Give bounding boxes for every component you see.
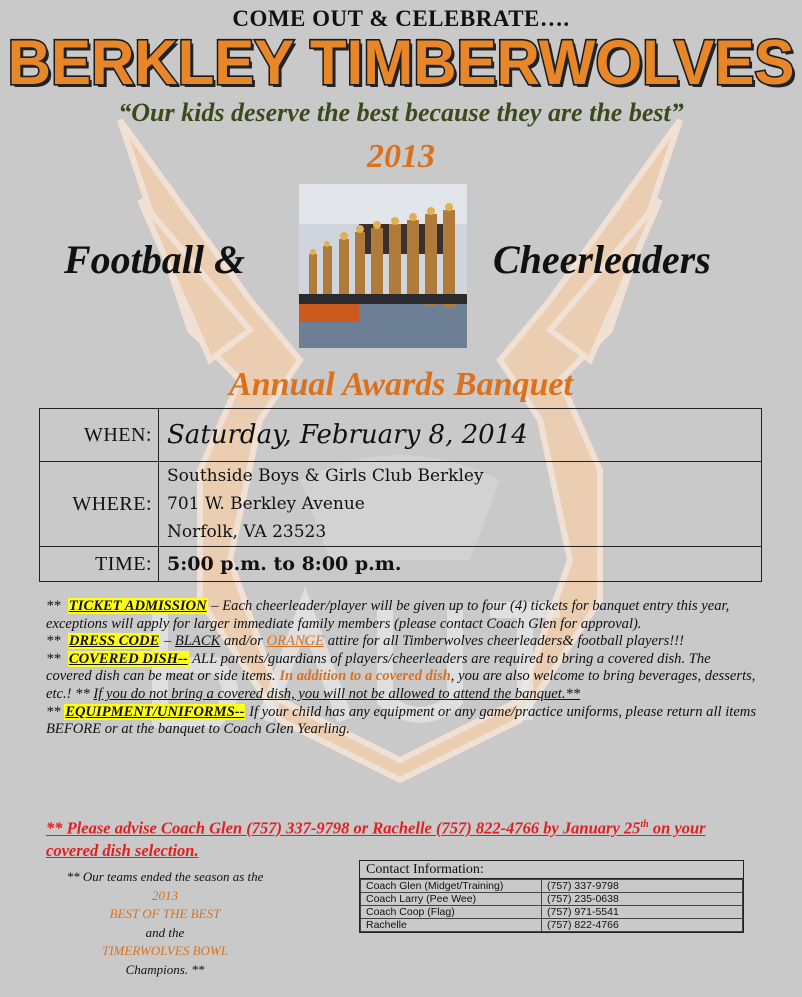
dish-warning: If you do not bring a covered dish, you will not be allowed to attend the banquet.**: [93, 685, 581, 702]
team-name-title: BERKLEY TIMBERWOLVES: [7, 27, 795, 98]
dish-note: ** COVERED DISH-- ALL parents/guardians of players/cheerleaders are required to bring a covered dish. The covered dish can be meat or side items. In addition to a covered dish, you are also welcome to bring beverages, desserts, etc.! ** If you do not bring a covered dish, you will not be allowed to attend the banquet.**: [46, 650, 756, 702]
contact-phone: (757) 971-5541: [542, 906, 743, 919]
teams-award1: BEST OF THE BEST: [109, 906, 221, 921]
dish-text2: , you are also welcome to bring beverages, desserts, etc.! **: [46, 668, 756, 702]
contact-phone: (757) 235-0638: [542, 893, 743, 906]
when-label: WHEN:: [40, 409, 159, 462]
advise-text: ** Please advise Coach Glen (757) 337-9798 or Rachelle (757) 822-4766 by January 25: [46, 818, 641, 838]
where-line-venue: Southside Boys & Girls Club Berkley: [167, 466, 484, 486]
teams-achievement: [40, 868, 290, 979]
advise-sup: th: [640, 819, 649, 830]
contact-phone: (757) 337-9798: [542, 880, 743, 893]
ticket-text: – Each cheerleader/player will be given up to four (4) tickets for banquet entry this year, exceptions will apply for larger immediate family members (please contact Coach Glen for approval).: [46, 598, 730, 632]
contact-name: Coach Glen (Midget/Training): [361, 880, 542, 893]
contact-name: Coach Larry (Pee Wee): [361, 893, 542, 906]
banquet-title: Annual Awards Banquet: [229, 366, 573, 403]
trophies-illustration: [299, 184, 467, 348]
where-line-street: 701 W. Berkley Avenue: [167, 494, 365, 514]
contact-row: [361, 880, 743, 893]
football-title: Football &: [64, 237, 246, 282]
time-label: TIME:: [40, 547, 159, 582]
contact-row: [361, 906, 743, 919]
teams-award2: TIMERWOLVES BOWL: [101, 943, 229, 958]
come-out-heading: COME OUT & CELEBRATE….: [232, 6, 570, 31]
equipment-note: ** EQUIPMENT/UNIFORMS-- If your child has any equipment or any game/practice uniforms, please return all items BEFORE or at the banquet to Coach Glen Yearling.: [46, 703, 757, 738]
equipment-text: If your child has any equipment or any game/practice uniforms, please return all items BEFORE or at the banquet to Coach Glen Yearling.: [46, 703, 757, 738]
ticket-note: ** TICKET ADMISSION – Each cheerleader/player will be given up to four (4) tickets for banquet entry this year, exceptions will apply for larger immediate family members (please contact Coach Glen for approval).: [46, 598, 730, 632]
trophies-photo: [299, 184, 467, 348]
dress-note: ** DRESS CODE – BLACK and/or ORANGE attire for all Timberwolves cheerleaders& football players!!!: [46, 633, 684, 650]
when-row: [40, 409, 762, 462]
notes-section: [46, 598, 758, 739]
contact-phone: (757) 822-4766: [542, 919, 743, 932]
dish-text: ALL parents/guardians of players/cheerleaders are required to bring a covered dish. The covered dish can be meat or side items.: [46, 650, 711, 685]
advise-notice: [46, 814, 758, 862]
where-value: [159, 462, 762, 547]
motto: “Our kids deserve the best because they are the best”: [118, 98, 684, 127]
dress-rest: attire for all Timberwolves cheerleaders& football players!!!: [324, 633, 684, 650]
where-line-city: Norfolk, VA 23523: [167, 522, 327, 542]
cheerleaders-title: Cheerleaders: [493, 237, 711, 282]
time-value: 5:00 p.m. to 8:00 p.m.: [159, 547, 762, 582]
event-details-table: [39, 408, 762, 582]
dish-orange: In addition to a covered dish: [279, 668, 451, 685]
dress-dash: –: [160, 633, 175, 650]
contact-heading: Contact Information:: [360, 861, 743, 879]
contact-row: [361, 919, 743, 932]
dress-label: DRESS CODE: [68, 633, 160, 650]
contact-name: Rachelle: [361, 919, 542, 932]
time-row: [40, 547, 762, 582]
when-value: Saturday, February 8, 2014: [159, 409, 762, 462]
contact-table: [360, 879, 743, 932]
equipment-label: EQUIPMENT/UNIFORMS--: [65, 703, 245, 720]
advise-text-end: on your covered dish selection.: [46, 818, 706, 860]
contact-name: Coach Coop (Flag): [361, 906, 542, 919]
ticket-label: TICKET ADMISSION: [68, 598, 207, 614]
teams-champions: Champions. **: [125, 961, 205, 977]
dress-andor: and/or: [220, 633, 267, 650]
contact-box: [359, 860, 744, 933]
teams-line1: ** Our teams ended the season as the: [66, 869, 264, 884]
dish-label: COVERED DISH--: [68, 650, 188, 667]
contact-row: [361, 893, 743, 906]
teams-year: 2013: [152, 887, 178, 903]
season-year: 2013: [367, 138, 435, 175]
where-row: [40, 462, 762, 547]
teams-and: and the: [145, 924, 185, 940]
dress-black: BLACK: [174, 633, 221, 650]
dress-orange: ORANGE: [266, 633, 325, 650]
where-label: WHERE:: [40, 462, 159, 547]
